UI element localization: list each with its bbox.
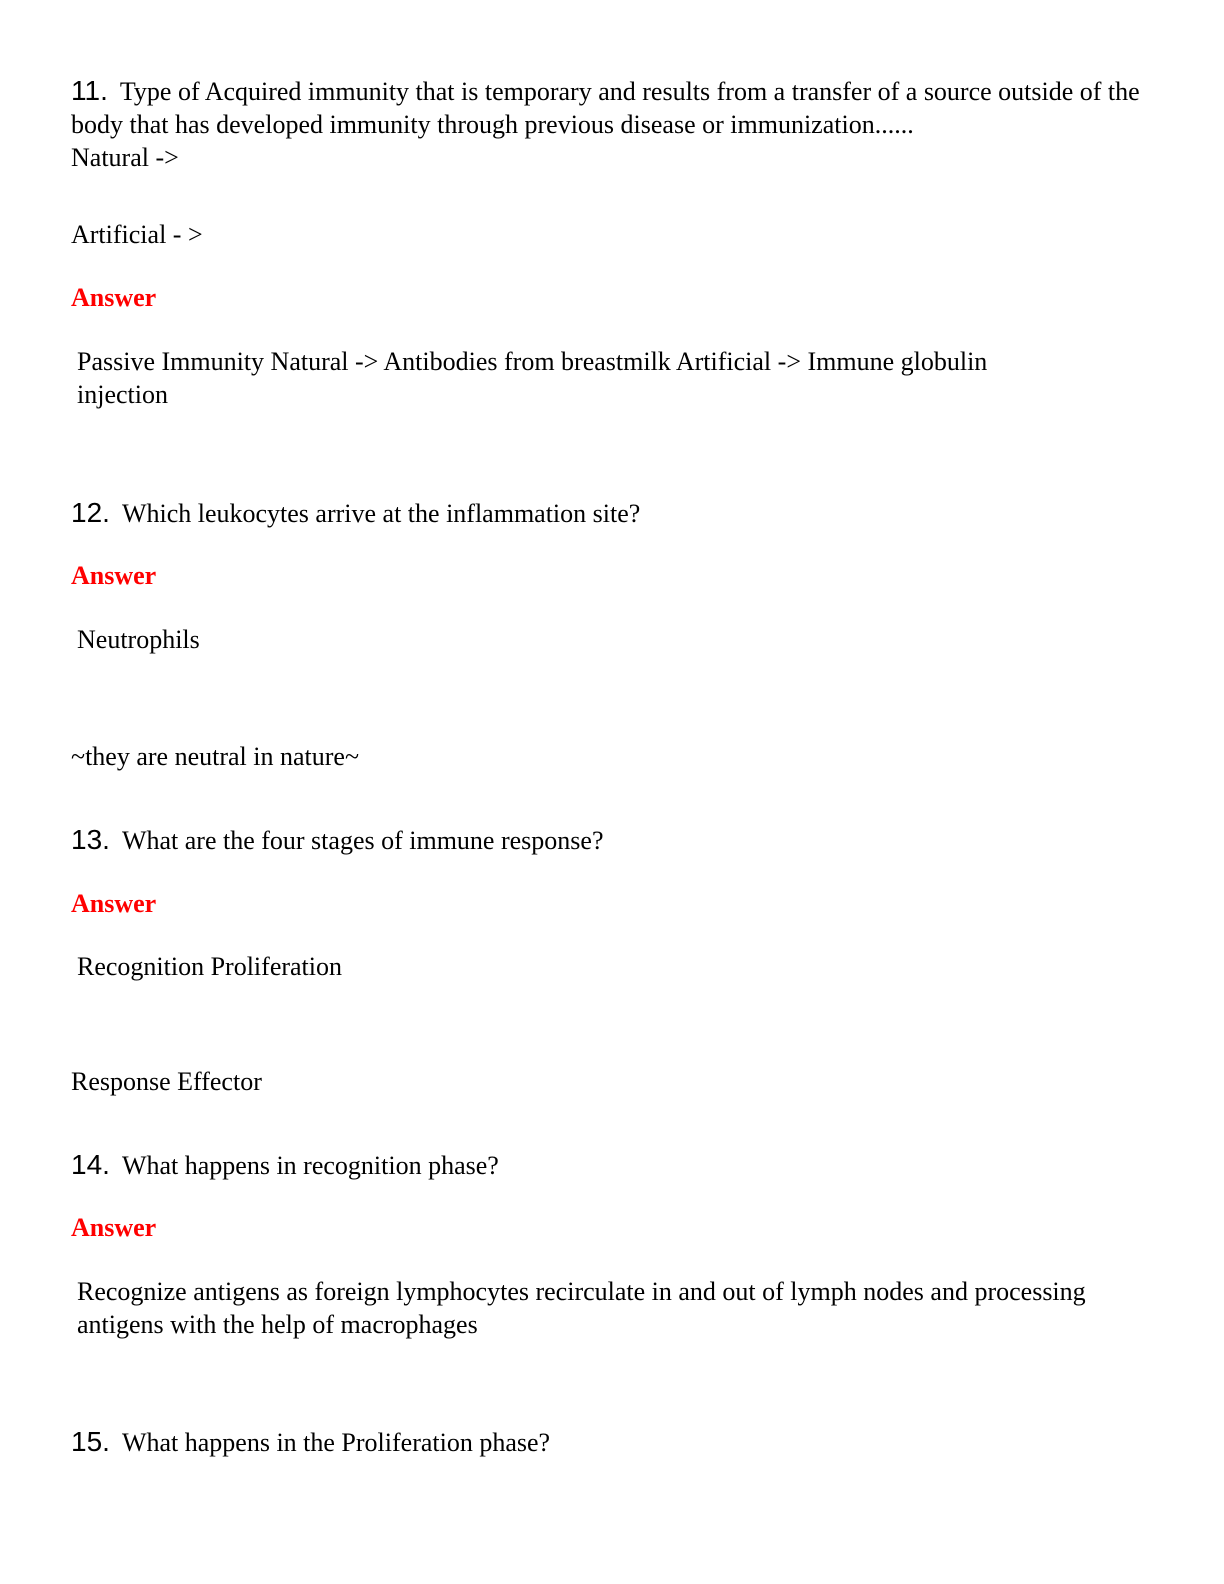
question-number: 15.: [71, 1426, 110, 1457]
answer-text: Recognition Proliferation: [77, 952, 343, 981]
answer-label: Answer: [71, 283, 157, 312]
artificial-line: Artificial - >: [71, 220, 203, 249]
question-15: [71, 1425, 1151, 1459]
question-text: Type of Acquired immunity that is temporary and results from a transfer of a source outside of the body that has developed immunity through previous disease or immunization......: [71, 77, 1140, 139]
answer-text: Recognize antigens as foreign lymphocytes recirculate in and out of lymph nodes and processing antigens with the help of macrophages: [77, 1277, 1086, 1339]
question-12: [71, 496, 1151, 530]
question-number: 12.: [71, 497, 110, 528]
question-text: What happens in the Proliferation phase?: [121, 1428, 551, 1457]
question-text: What are the four stages of immune response?: [121, 826, 604, 855]
question-13: [71, 823, 1151, 857]
question-14: [71, 1148, 1151, 1182]
answer-text: Passive Immunity Natural -> Antibodies from breastmilk Artificial -> Immune globulin injection: [77, 347, 988, 409]
question-number: 13.: [71, 824, 110, 855]
question-number: 14.: [71, 1149, 110, 1180]
question-number: 11.: [71, 75, 108, 106]
answer-label: Answer: [71, 1213, 157, 1242]
question-11: [71, 74, 1151, 174]
question-text: Which leukocytes arrive at the inflammation site?: [121, 499, 641, 528]
answer-note: Response Effector: [71, 1067, 262, 1096]
question-text: What happens in recognition phase?: [121, 1151, 499, 1180]
natural-line: Natural ->: [71, 143, 179, 172]
answer-note: ~they are neutral in nature~: [71, 742, 360, 771]
answer-text: Neutrophils: [77, 625, 200, 654]
answer-label: Answer: [71, 561, 157, 590]
answer-label: Answer: [71, 889, 157, 918]
